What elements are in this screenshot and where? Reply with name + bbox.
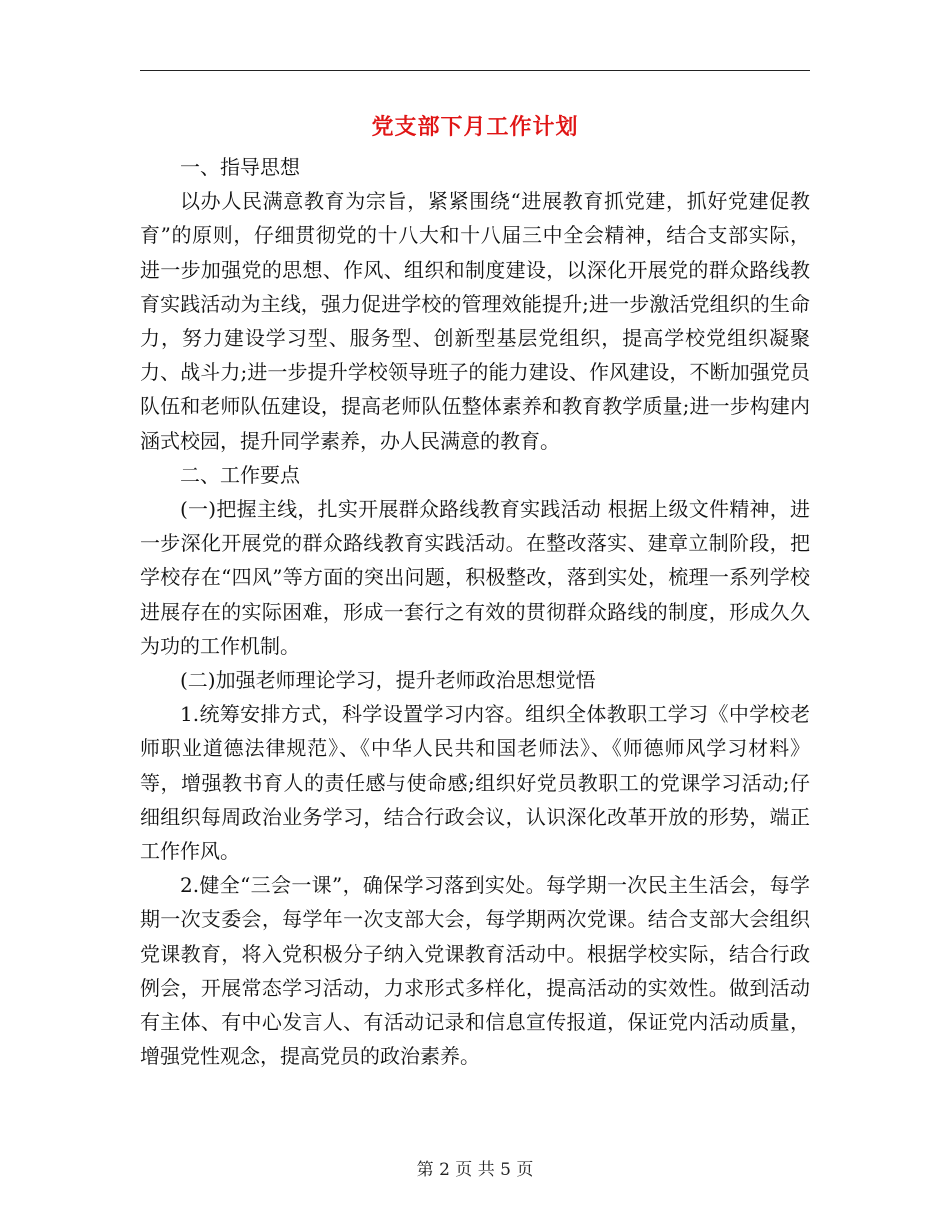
- sub-heading: (二)加强老师理论学习，提升老师政治思想觉悟: [180, 668, 596, 693]
- paragraph: 2.健全“三会一课”，确保学习落到实处。每学期一次民主生活会，每学期一次支委会，每学年一次支部大会，每学期两次党课。结合支部大会组织党课教育，将入党积极分子纳入党课教育活动中。根据学校实际，结合行政例会，开展常态学习活动，力求形式多样化，提高活动的实效性。做到活动有主体、有中心发言人、有活动记录和信息宣传报道，保证党内活动质量，增强党性观念，提高党员的政治素养。: [140, 873, 810, 1069]
- paragraph: (一)把握主线，扎实开展群众路线教育实践活动 根据上级文件精神，进一步深化开展党的群众路线教育实践活动。在整改落实、建章立制阶段，把学校存在“四风”等方面的突出问题，积极整改，落到实处，梳理一系列学校进展存在的实际困难，形成一套行之有效的贯彻群众路线的制度，形成久久为功的工作机制。: [140, 497, 810, 658]
- paragraph: 以办人民满意教育为宗旨，紧紧围绕“进展教育抓党建，抓好党建促教育”的原则，仔细贯彻党的十八大和十八届三中全会精神，结合支部实际，进一步加强党的思想、作风、组织和制度建设，以深化开展党的群众路线教育实践活动为主线，强力促进学校的管理效能提升;进一步激活党组织的生命力，努力建设学习型、服务型、创新型基层党组织，提高学校党组织凝聚力、战斗力;进一步提升学校领导班子的能力建设、作风建设，不断加强党员队伍和老师队伍建设，提高老师队伍整体素养和教育教学质量;进一步构建内涵式校园，提升同学素养，办人民满意的教育。: [140, 189, 810, 453]
- header-rule: [140, 70, 810, 71]
- document-title: 党支部下月工作计划: [371, 114, 579, 140]
- paragraph: 1.统筹安排方式，科学设置学习内容。组织全体教职工学习《中学校老师职业道德法律规范》、《中华人民共和国老师法》、《师德师风学习材料》等，增强教书育人的责任感与使命感;组织好党员教职工的党课学习活动;仔细组织每周政治业务学习，结合行政会议，认识深化改革开放的形势，端正工作作风。: [140, 702, 810, 864]
- section-heading: 二、工作要点: [180, 462, 300, 487]
- page-number: 第 2 页 共 5 页: [416, 1160, 534, 1180]
- document-body: [140, 150, 810, 1073]
- section-heading: 一、指导思想: [180, 155, 300, 179]
